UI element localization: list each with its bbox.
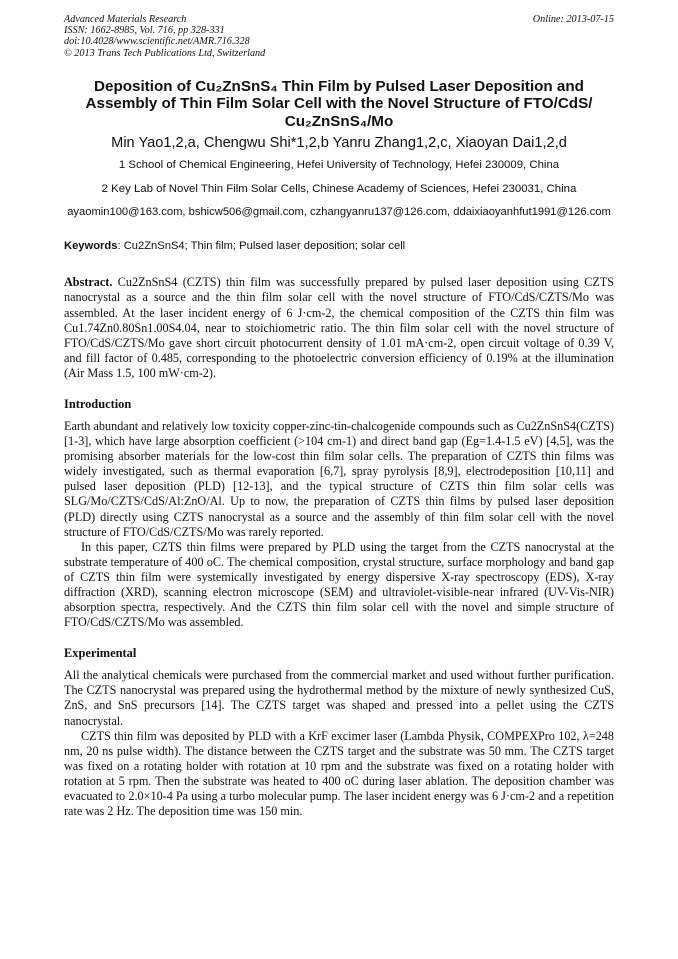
- doi-line: doi:10.4028/www.scientific.net/AMR.716.328: [64, 36, 250, 48]
- section-heading-experimental: Experimental: [64, 646, 137, 661]
- section-heading-introduction: Introduction: [64, 396, 132, 411]
- introduction-paragraph-1: Earth abundant and relatively low toxicity copper-zinc-tin-chalcogenide compounds such as Cu2ZnSnS4(CZTS) [1-3], which have large absorption coefficient (>104 cm-1) and direct band gap (Eg=1.4-1.5 eV) [4,5], was the promising absorber materials for the low-cost thin film solar cells. The preparation of CZTS thin films was widely investigated, such as thermal evaporation [6,7], spray pyrolysis [8,9], electrodeposition [10,11] and pulsed laser deposition (PLD) [12-13], and the typical structure of CZTS thin film solar cells was SLG/Mo/CZTS/CdS/Al:ZnO/Al. Up to now, the preparation of CZTS thin films by pulsed laser deposition (PLD) directly using CZTS nanocrystal as a source and the assembly of thin film solar cell with the novel structure of FTO/CdS/CZTS/Mo was rarely reported.: [64, 418, 614, 539]
- author-emails: ayaomin100@163.com, bshicw506@gmail.com, czhangyanru137@126.com, ddaixiaoyanhfut1991@126.com: [67, 206, 611, 219]
- online-date: Online: 2013-07-15: [532, 14, 614, 25]
- abstract-label: Abstract.: [64, 275, 113, 290]
- journal-header: [64, 14, 614, 59]
- experimental-paragraph-2: CZTS thin film was deposited by PLD with a KrF excimer laser (Lambda Physik, COMPEXPro 102, λ=248 nm, 20 ns pulse width). The distance between the CZTS target and the substrate was 50 mm. The CZTS target was fixed on a rotating holder with rotation at 10 rpm and the substrate was fixed on a rotating holder with rotation at 5 rpm. Then the substrate was heated to 400 oC during laser ablation. The deposition chamber was evacuated to 2.0×10-4 Pa using a turbo molecular pump. The laser incident energy was 6 J·cm-2 and a repetition rate was 2 Hz. The deposition time was 150 min.: [64, 728, 614, 819]
- keywords: Keywords: Cu2ZnSnS4; Thin film; Pulsed laser deposition; solar cell: [64, 240, 406, 253]
- affiliation-2: 2 Key Lab of Novel Thin Film Solar Cells, Chinese Academy of Sciences, Hefei 230031, China: [101, 183, 577, 196]
- experimental-paragraph-1: All the analytical chemicals were purchased from the commercial market and used without further purification. The CZTS nanocrystal was prepared using the hydrothermal method by the mixture of newly synthesized CuS, ZnS, and SnS precursors [14]. The CZTS target was shaped and pressed into a pellet using the CZTS nanocrystal.: [64, 668, 614, 728]
- paper-page: [64, 14, 614, 819]
- paper-title: Deposition of Cu₂ZnSnS₄ Thin Film by Pulsed Laser Deposition and Assembly of Thin Film Solar Cell with the Novel Structure of FTO/CdS/ Cu₂ZnSnS₄/Mo: [85, 77, 593, 130]
- issn-line: ISSN: 1662-8985, Vol. 716, pp 328-331: [64, 25, 225, 37]
- affiliation-1: 1 School of Chemical Engineering, Hefei University of Technology, Hefei 230009, China: [118, 159, 560, 172]
- copyright-line: © 2013 Trans Tech Publications Ltd, Switzerland: [64, 47, 266, 59]
- journal-name: Advanced Materials Research: [64, 14, 187, 25]
- keywords-text: Cu2ZnSnS4; Thin film; Pulsed laser deposition; solar cell: [123, 240, 406, 253]
- introduction-paragraph-2: In this paper, CZTS thin films were prepared by PLD using the target from the CZTS nanocrystal at the substrate temperature of 400 oC. The chemical composition, crystal structure, surface morphology and band gap of CZTS thin film were systemically investigated by energy dispersive X-ray spectroscopy (EDS), X-ray diffraction (XRD), scanning electron microscope (SEM) and ultraviolet-visible-near infrared (UV-Vis-NIR) absorption spectra, respectively. And the CZTS thin film solar cell with the novel and simple structure of FTO/CdS/CZTS/Mo was assembled.: [64, 539, 614, 630]
- keywords-label: Keywords: [64, 240, 118, 253]
- abstract-text: Cu2ZnSnS4 (CZTS) thin film was successfully prepared by pulsed laser deposition using CZTS nanocrystal as a source and the thin film solar cell with the novel structure of FTO/CdS/CZTS/Mo was assembled. At the laser incident energy of 6 J·cm-2, the chemical composition of the CZTS thin film was Cu1.74Zn0.80Sn1.00S4.04, near to stoichiometric ratio. The thin film solar cell with the novel structure of FTO/CdS/CZTS/Mo gave short circuit photocurrent density of 1.01 mA·cm-2, open circuit voltage of 0.39 V, and fill factor of 0.485, corresponding to the photoelectric conversion efficiency of 0.19% at the illumination (Air Mass 1.5, 100 mW·cm-2).: [64, 275, 614, 380]
- author-list: Min Yao1,2,a, Chengwu Shi*1,2,b Yanru Zhang1,2,c, Xiaoyan Dai1,2,d: [111, 135, 567, 152]
- abstract: [64, 275, 614, 381]
